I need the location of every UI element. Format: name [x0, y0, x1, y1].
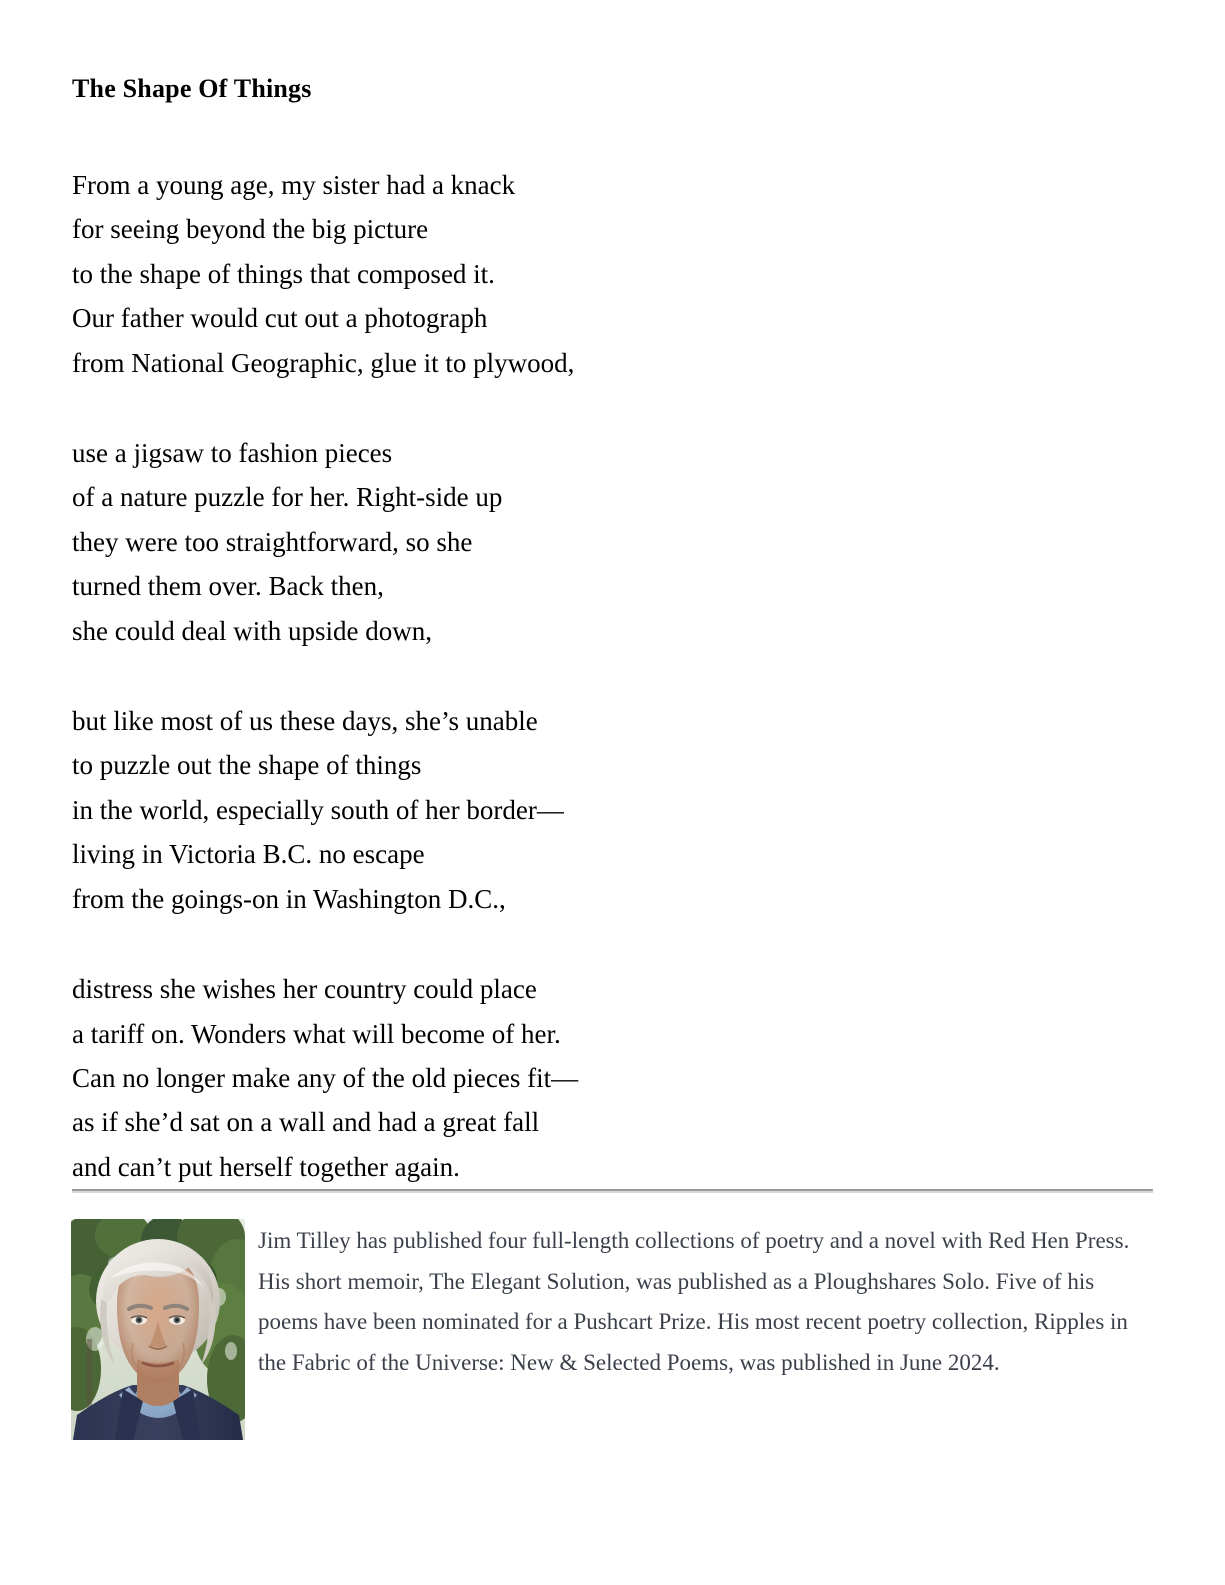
poem-line: From a young age, my sister had a knack	[72, 170, 516, 200]
poem-line: Can no longer make any of the old pieces fit—	[72, 1062, 579, 1093]
poem-line: from the goings-on in Washington D.C.,	[72, 883, 506, 914]
poem-line: distress she wishes her country could place	[72, 974, 537, 1005]
poem-line: of a nature puzzle for her. Right-side up	[72, 482, 503, 513]
poem-line: to puzzle out the shape of things	[72, 750, 422, 781]
poem-line: to the shape of things that composed it.	[72, 258, 495, 289]
page-title: The Shape Of Things	[72, 74, 312, 103]
author-bio-text: Jim Tilley has published four full-length collections of poetry and a novel with Red Hen Press. His short memoir, The Elegant Solution, was published as a Ploughshares Solo. Five of his poems have been nominated for a Pushcart Prize. His most recent poetry collection, Ripples in the Fabric of the Universe: New & Selected Poems, was published in June 2024.	[258, 1228, 1130, 1375]
poem-stanza	[72, 431, 1072, 653]
author-portrait	[71, 1219, 245, 1440]
poem-line: use a jigsaw to fashion pieces	[72, 438, 393, 469]
poem-line: but like most of us these days, she’s unable	[72, 706, 538, 737]
portrait-image	[71, 1219, 245, 1440]
horizontal-rule	[72, 1189, 1153, 1193]
poem-line: for seeing beyond the big picture	[72, 214, 429, 245]
poem-line: Our father would cut out a photograph	[72, 303, 488, 334]
poem-line: turned them over. Back then,	[72, 571, 384, 602]
poem-stanza	[72, 967, 1072, 1189]
poem-line: from National Geographic, glue it to plywood,	[72, 347, 575, 378]
poem-line: and can’t put herself together again.	[72, 1151, 460, 1182]
poem-stanza	[72, 163, 1072, 385]
poem-line: she could deal with upside down,	[72, 615, 432, 646]
poem-line: in the world, especially south of her border—	[72, 794, 564, 825]
poem-line: living in Victoria B.C. no escape	[72, 839, 425, 870]
poem-body	[72, 163, 1072, 1189]
poem-line: a tariff on. Wonders what will become of her.	[72, 1018, 561, 1049]
poem-stanza	[72, 699, 1072, 921]
poem-line: as if she’d sat on a wall and had a great fall	[72, 1107, 540, 1138]
poem-line: they were too straightforward, so she	[72, 526, 473, 557]
divider	[72, 1189, 1153, 1195]
